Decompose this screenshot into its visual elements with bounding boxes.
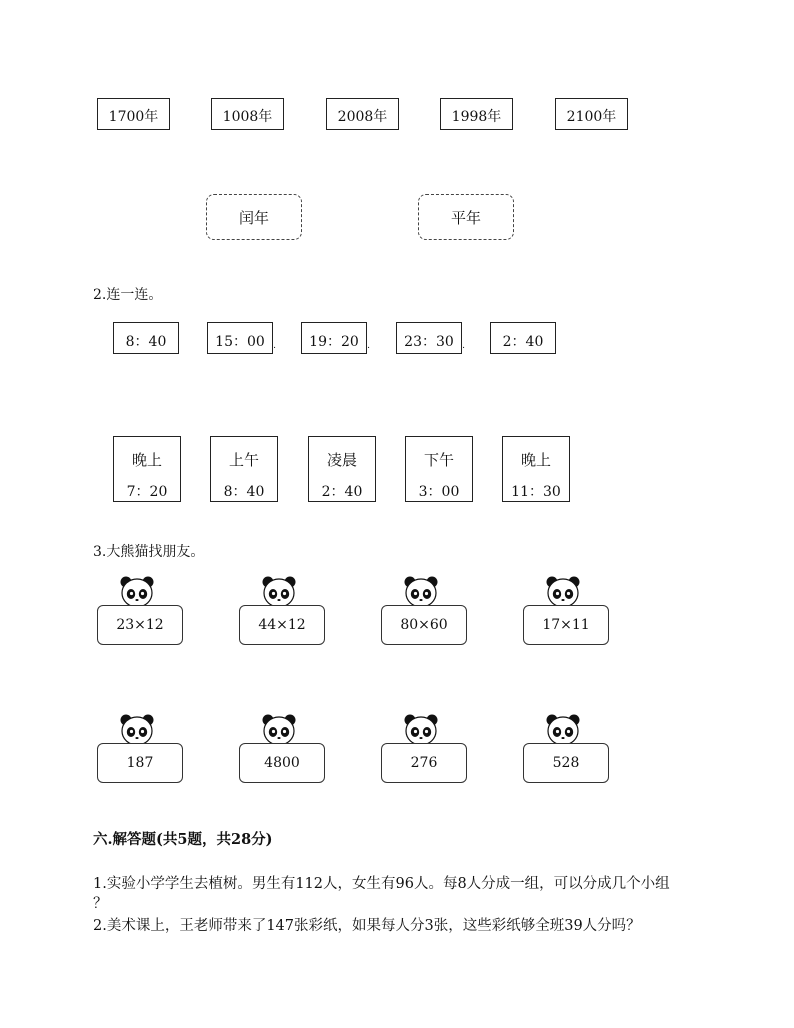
panda-icon [120, 714, 154, 746]
year-box-4: 1998年 [440, 98, 513, 130]
year-box-3: 2008年 [326, 98, 399, 130]
result-card-4: 528 [523, 743, 609, 783]
period-card-3: 凌晨 2：40 [308, 436, 376, 502]
section-6-heading: 六.解答题(共5题，共28分) [93, 831, 273, 848]
result-card-2: 4800 [239, 743, 325, 783]
problem-1-line-2: ？ [93, 896, 108, 912]
period-card-1: 晚上 7：20 [113, 436, 181, 502]
q3-label: 3.大熊猫找朋友。 [93, 544, 205, 560]
panda-icon [404, 714, 438, 746]
period-card-2: 上午 8：40 [210, 436, 278, 502]
panda-icon [546, 576, 580, 608]
problem-2: 2.美术课上，王老师带来了147张彩纸，如果每人分3张，这些彩纸够全班39人分吗？ [93, 918, 641, 934]
problem-1-line-1: 1.实验小学学生去植树。男生有112人，女生有96人。每8人分成一组，可以分成几个小组 [93, 876, 670, 892]
expression-card-2: 44×12 [239, 605, 325, 645]
time-box-4: 23：30 . [396, 322, 462, 354]
common-year-box: 平年 [418, 194, 514, 240]
panda-icon [546, 714, 580, 746]
expression-card-4: 17×11 [523, 605, 609, 645]
q2-label: 2.连一连。 [93, 287, 163, 303]
panda-icon [262, 714, 296, 746]
connect-dot: . [462, 341, 465, 351]
leap-year-box: 闰年 [206, 194, 302, 240]
panda-icon [404, 576, 438, 608]
connect-dot: . [367, 341, 370, 351]
time-box-1: 8：40 [113, 322, 179, 354]
result-card-3: 276 [381, 743, 467, 783]
panda-icon [262, 576, 296, 608]
expression-card-3: 80×60 [381, 605, 467, 645]
time-box-2: 15：00 . [207, 322, 273, 354]
result-card-1: 187 [97, 743, 183, 783]
year-box-1: 1700年 [97, 98, 170, 130]
time-box-3: 19：20 . [301, 322, 367, 354]
year-box-2: 1008年 [211, 98, 284, 130]
expression-card-1: 23×12 [97, 605, 183, 645]
period-card-5: 晚上 11：30 [502, 436, 570, 502]
period-card-4: 下午 3：00 [405, 436, 473, 502]
year-box-5: 2100年 [555, 98, 628, 130]
connect-dot: . [273, 341, 276, 351]
time-box-5: 2：40 [490, 322, 556, 354]
panda-icon [120, 576, 154, 608]
